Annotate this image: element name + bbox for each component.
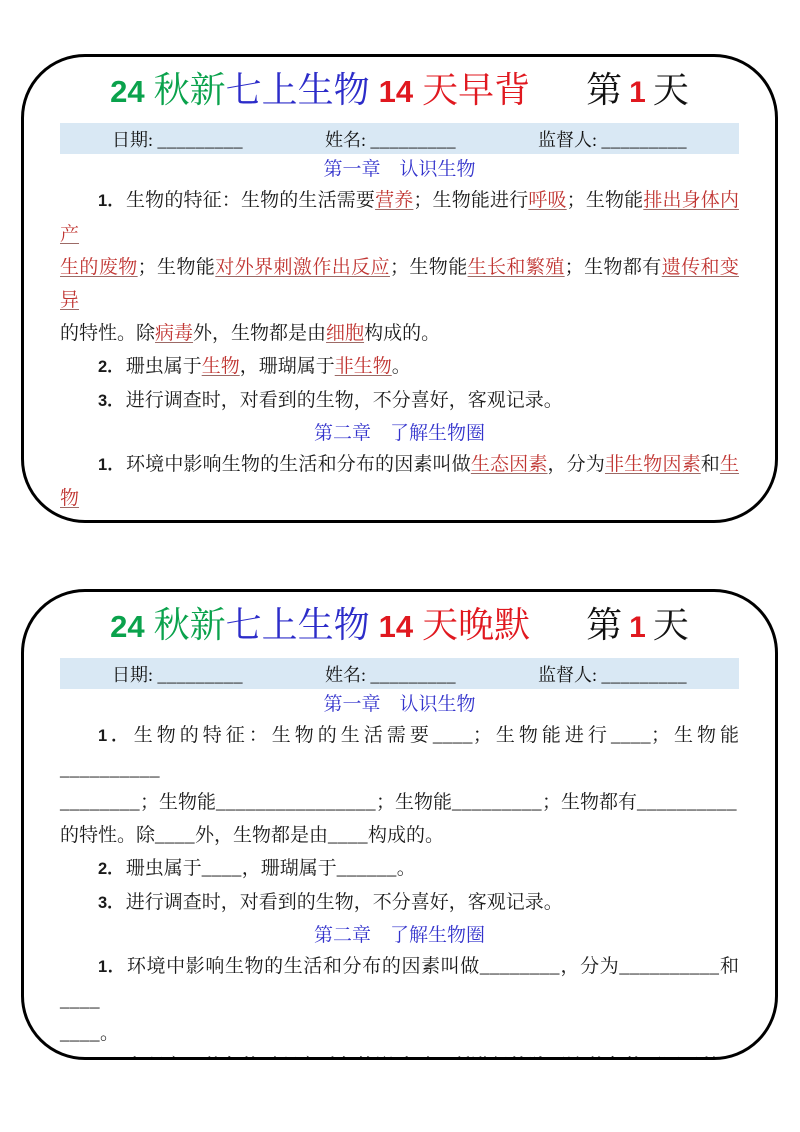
text-run: ；生物能 xyxy=(137,257,216,278)
date-field xyxy=(112,126,243,152)
text-run: 环境中影响生物的生活和分布的因素叫做 xyxy=(126,454,471,475)
name-field xyxy=(325,126,456,152)
text-run: ，分为 xyxy=(547,454,605,475)
fill-blank: ____ xyxy=(610,725,651,746)
title-type-label: 天早背 xyxy=(422,70,531,110)
paragraph xyxy=(60,184,739,350)
text-run: ；生物能 xyxy=(389,257,468,278)
chapter-heading: 第二章 了解生物圈 xyxy=(313,925,485,946)
key-term: 对外界刺激作出反应 xyxy=(215,257,390,278)
title-subject: 七上生物 xyxy=(225,70,370,110)
item-number xyxy=(98,1058,124,1060)
key-term: 生态因素 xyxy=(470,454,548,475)
text-run: ；生物能 xyxy=(140,792,217,813)
day-suffix: 天 xyxy=(652,70,689,110)
name-blank: _________ xyxy=(370,129,456,150)
fill-blank: ____ xyxy=(201,858,242,879)
text-run: ；生物能进行 xyxy=(472,725,611,746)
date-label: 日期: xyxy=(112,664,154,685)
fill-blank: _________ xyxy=(452,792,543,813)
title-type-label: 天晚默 xyxy=(422,605,531,645)
fill-blank: ______ xyxy=(336,858,397,879)
day-indicator xyxy=(586,67,689,116)
item-number: 1． xyxy=(98,192,124,210)
text-run: ，珊瑚属于 xyxy=(241,858,337,879)
card-title xyxy=(60,67,739,116)
text-run: 的特性。除 xyxy=(60,825,156,846)
title-year: 24 xyxy=(110,609,145,644)
text-run xyxy=(60,1056,739,1060)
day-number: 1 xyxy=(629,76,646,109)
text-run: ；生物都有 xyxy=(542,792,638,813)
text-run xyxy=(98,521,117,523)
text-run: 的特性。除 xyxy=(60,323,156,344)
paragraph xyxy=(60,719,739,852)
text-run: ，分为 xyxy=(559,956,620,977)
chapter-heading: 第二章 了解生物圈 xyxy=(313,423,485,444)
fill-blank: ____ xyxy=(60,1023,100,1044)
paragraph xyxy=(60,886,739,920)
text-run: ，珊瑚属于 xyxy=(239,356,335,377)
text-run: 外，生物都是由 xyxy=(195,825,329,846)
day-indicator xyxy=(586,602,689,651)
text-run: 外，生物都是由 xyxy=(193,323,327,344)
key-term: 生物 xyxy=(60,454,739,509)
text-run: 生物的特征：生物的生活需要 xyxy=(133,725,433,746)
text-run: ；生物能 xyxy=(650,725,739,746)
title-day-count: 14 xyxy=(378,74,414,109)
supervisor-blank: _________ xyxy=(601,129,687,150)
key-term: 呼吸 xyxy=(528,190,567,211)
key-term: 病毒 xyxy=(155,323,194,344)
supervisor-field xyxy=(538,126,687,152)
text-run: 和 xyxy=(700,454,720,475)
day-prefix: 第 xyxy=(586,70,623,110)
card-body xyxy=(60,691,739,1060)
date-field xyxy=(112,661,243,687)
title-season: 秋新 xyxy=(153,70,226,110)
key-term: 排出身体内产 xyxy=(60,190,739,245)
date-blank: _________ xyxy=(157,664,244,685)
key-term: 非生物因素 xyxy=(604,454,701,475)
item-number: 1． xyxy=(98,958,125,976)
title-day-count: 14 xyxy=(378,609,414,644)
key-term: 非生物 xyxy=(334,356,392,377)
item-number: 1． xyxy=(98,727,132,745)
key-term: 生物 xyxy=(201,356,240,377)
text-run: 环境中影响生物的生活和分布的因素叫做 xyxy=(126,956,480,977)
fill-blank: ________ xyxy=(479,956,560,977)
text-run: 。 xyxy=(100,1023,120,1044)
info-bar xyxy=(60,123,739,154)
paragraph xyxy=(60,384,739,418)
key-term: 遗传和变异 xyxy=(60,257,739,311)
supervisor-field xyxy=(538,661,687,687)
paragraph xyxy=(60,350,739,384)
text-run: 构成的。 xyxy=(368,825,445,846)
fill-blank: ____ xyxy=(60,990,100,1011)
info-bar xyxy=(60,658,739,689)
fill-blank: ________ xyxy=(60,792,140,813)
fill-blank: __________ xyxy=(619,956,720,977)
text-run: 和 xyxy=(719,956,739,977)
day-suffix: 天 xyxy=(652,605,689,645)
text-run: 生物的特征：生物的生活需要 xyxy=(126,190,376,211)
key-term: 生长和繁殖 xyxy=(467,257,565,278)
day-number: 1 xyxy=(629,611,646,644)
day-prefix: 第 xyxy=(586,605,623,645)
supervisor-label: 监督人: xyxy=(537,664,597,685)
supervisor-label: 监督人: xyxy=(537,129,597,150)
fill-blank: ________________ xyxy=(216,792,377,813)
key-term xyxy=(60,521,98,523)
title-year: 24 xyxy=(110,74,145,109)
text-run: ；生物都有 xyxy=(564,257,662,278)
chapter-heading: 第一章 认识生物 xyxy=(323,159,476,180)
fill-blank: ____ xyxy=(432,725,473,746)
card-body xyxy=(60,156,739,523)
title-subject: 七上生物 xyxy=(225,605,370,645)
name-label: 姓名: xyxy=(324,129,366,150)
text-run: 。 xyxy=(391,356,411,377)
text-run: ；生物能 xyxy=(376,792,453,813)
title-season: 秋新 xyxy=(153,605,226,645)
paragraph xyxy=(60,1050,739,1060)
paragraph xyxy=(60,448,739,523)
text-run: 珊虫属于 xyxy=(125,858,202,879)
name-field xyxy=(325,661,456,687)
text-run: ；生物能进行 xyxy=(413,190,529,211)
text-run: 。 xyxy=(396,858,416,879)
key-term: 营养 xyxy=(375,190,414,211)
paragraph xyxy=(60,852,739,886)
fill-blank: __________ xyxy=(637,792,738,813)
item-number: 2． xyxy=(98,860,124,878)
name-label: 姓名: xyxy=(324,664,366,685)
fill-blank: ____ xyxy=(155,825,196,846)
text-run: ；生物能 xyxy=(566,190,644,211)
evening-dictation-card xyxy=(21,589,778,1060)
paragraph xyxy=(60,950,739,1050)
text-run: 构成的。 xyxy=(364,323,441,344)
chapter-heading: 第一章 认识生物 xyxy=(323,694,476,715)
name-blank: _________ xyxy=(370,664,456,685)
fill-blank: ____ xyxy=(328,825,369,846)
text-run: 珊虫属于 xyxy=(125,356,202,377)
date-label: 日期: xyxy=(112,129,154,150)
morning-recite-card xyxy=(21,54,778,523)
item-number: 3． xyxy=(98,392,124,410)
fill-blank: __________ xyxy=(60,759,160,780)
date-blank: _________ xyxy=(157,129,244,150)
supervisor-blank: _________ xyxy=(601,664,687,685)
text-run: 进行调查时，对看到的生物，不分喜好，客观记录。 xyxy=(125,390,563,411)
item-number: 3． xyxy=(98,894,124,912)
key-term: 细胞 xyxy=(326,323,365,344)
item-number: 1． xyxy=(98,456,124,474)
key-term: 生的废物 xyxy=(60,257,138,278)
card-title xyxy=(60,602,739,651)
item-number: 2． xyxy=(98,358,124,376)
text-run: 进行调查时，对看到的生物，不分喜好，客观记录。 xyxy=(125,892,563,913)
